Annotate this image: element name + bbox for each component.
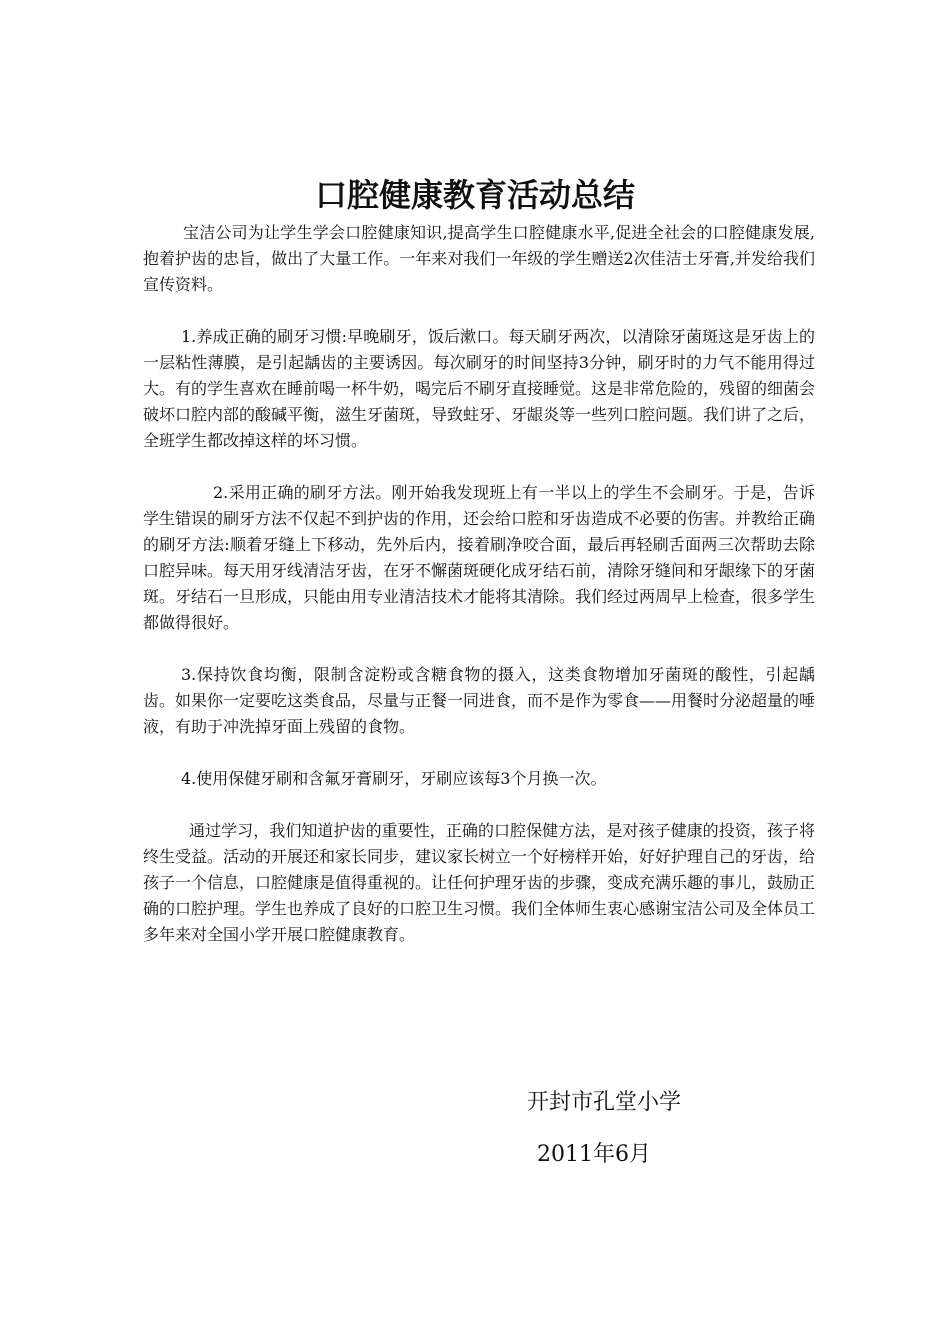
toothbrush-paragraph: 4.使用保健牙刷和含氟牙膏刷牙，牙刷应该每3个月换一次。 [181,769,607,788]
document-title: 口腔健康教育活动总结 [314,176,635,215]
intro-paragraph: 宝洁公司为让学生学会口腔健康知识,提高学生口腔健康水平,促进全社会的口腔健康发展,抱着护齿的忠旨，做出了大量工作。一年来对我们一年级的学生赠送2次佳洁士牙膏,并发给我们宣传资料。 [143,223,815,294]
signature-date: 2011年6月 [537,1142,651,1167]
school-name: 开封市孔堂小学 [527,1090,682,1115]
document-body [143,220,815,948]
conclusion-paragraph: 通过学习，我们知道护齿的重要性，正确的口腔保健方法，是对孩子健康的投资，孩子将终生受益。活动的开展还和家长同步，建议家长树立一个好榜样开始，好好护理自己的牙齿，给孩子一个信息，口腔健康是值得重视的。让任何护理牙齿的步骤，变成充满乐趣的事儿，鼓励正确的口腔护理。学生也养成了良好的口腔卫生习惯。我们全体师生衷心感谢宝洁公司及全体员工多年来对全国小学开展口腔健康教育。 [143,821,816,944]
brushing-habit-paragraph: 1.养成正确的刷牙习惯:早晚刷牙，饭后漱口。每天刷牙两次，以清除牙菌斑这是牙齿上的一层粘性薄膜，是引起龋齿的主要诱因。每次刷牙的时间坚持3分钟，刷牙时的力气不能用得过大。有的学生喜欢在睡前喝一杯牛奶，喝完后不刷牙直接睡觉。这是非常危险的，残留的细菌会破坏口腔内部的酸碱平衡，滋生牙菌斑，导致蛀牙、牙龈炎等一些列口腔问题。我们讲了之后，全班学生都改掉这样的坏习惯。 [143,327,816,450]
brushing-method-paragraph: 2.采用正确的刷牙方法。刚开始我发现班上有一半以上的学生不会刷牙。于是，告诉学生错误的刷牙方法不仅起不到护齿的作用，还会给口腔和牙齿造成不必要的伤害。并教给正确的刷牙方法:顺着牙缝上下移动，先外后内，接着刷净咬合面，最后再轻刷舌面两三次帮助去除口腔异味。每天用牙线清洁牙齿，在牙不懈菌斑硬化成牙结石前，清除牙缝间和牙龈缘下的牙菌斑。牙结石一旦形成，只能由用专业清洁技术才能将其清除。我们经过两周早上检查，很多学生都做得很好。 [143,483,816,632]
signature-block [527,1088,827,1170]
diet-paragraph: 3.保持饮食均衡，限制含淀粉或含糖食物的摄入，这类食物增加牙菌斑的酸性，引起龋齿。如果你一定要吃这类食品，尽量与正餐一同进食，而不是作为零食——用餐时分泌超量的唾液，有助于冲洗掉牙面上残留的食物。 [143,665,816,736]
